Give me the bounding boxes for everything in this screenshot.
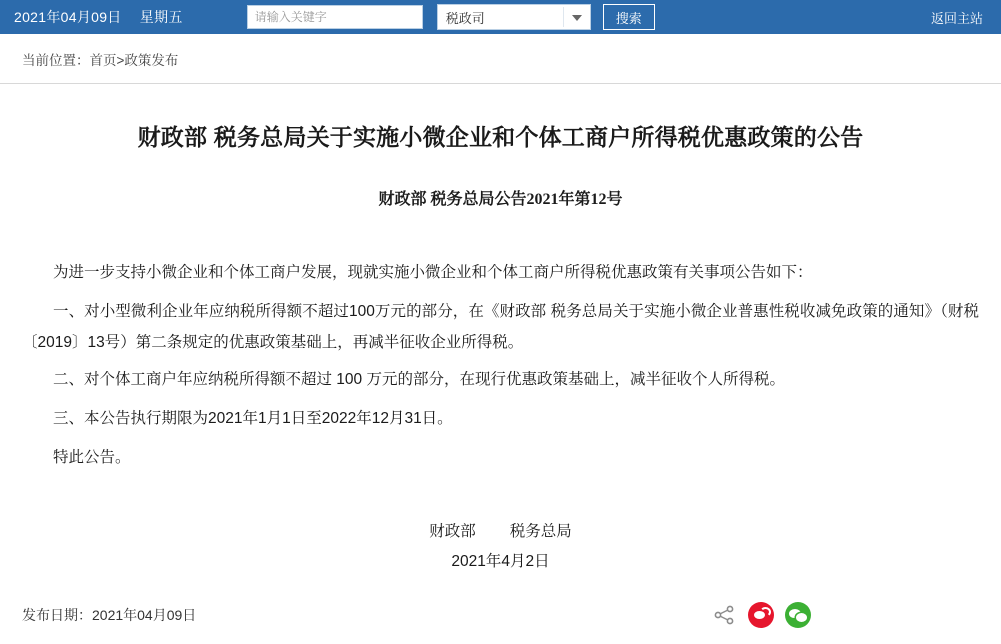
breadcrumb-separator: > <box>116 52 125 68</box>
share-node-icon[interactable] <box>711 602 737 628</box>
search-category-select[interactable] <box>437 4 591 30</box>
signature-orgs <box>22 517 979 547</box>
article-footer <box>22 600 979 630</box>
breadcrumb-item-home[interactable]: 首页 <box>89 52 117 68</box>
current-date-display <box>14 7 183 27</box>
article-paragraph: 一、对小型微利企业年应纳税所得额不超过100万元的部分，在《财政部 税务总局关于实施小微企业普惠性税收减免政策的通知》（财税〔2019〕13号）第二条规定的优惠政策基础上，再减半征收企业所得税。 <box>22 303 979 351</box>
publish-date <box>22 605 196 625</box>
signature-org-2: 税务总局 <box>509 523 572 540</box>
publish-date-value: 2021年04月09日 <box>92 607 197 623</box>
breadcrumb-item-current: 政策发布 <box>124 52 179 68</box>
article-paragraph: 二、对个体工商户年应纳税所得额不超过 100 万元的部分，在现行优惠政策基础上，减半征收个人所得税。 <box>53 371 785 388</box>
breadcrumb <box>22 49 178 69</box>
search-category-value: 税政司 <box>445 10 485 26</box>
date-text: 2021年04月09日 <box>14 9 122 25</box>
breadcrumb-bar <box>0 34 1001 84</box>
signature-date: 2021年4月2日 <box>451 553 550 570</box>
article-body <box>22 257 979 473</box>
page-content <box>0 84 1001 644</box>
search-input[interactable] <box>247 5 423 29</box>
article <box>22 84 979 577</box>
article-paragraph: 为进一步支持小微企业和个体工商户发展，现就实施小微企业和个体工商户所得税优惠政策有关事项公告如下： <box>53 264 813 281</box>
article-signature <box>22 517 979 577</box>
breadcrumb-prefix: 当前位置： <box>22 52 90 68</box>
chevron-down-icon <box>572 15 582 21</box>
signature-org-1: 财政部 <box>429 523 476 540</box>
page-title: 财政部 税务总局关于实施小微企业和个体工商户所得税优惠政策的公告 <box>137 124 864 150</box>
publish-date-label: 发布日期： <box>22 607 92 623</box>
top-bar <box>0 0 1001 34</box>
wechat-icon[interactable] <box>785 602 811 628</box>
weekday-text: 星期五 <box>139 9 183 25</box>
search-area <box>247 4 655 30</box>
search-button[interactable]: 搜索 <box>603 4 655 30</box>
share-bar <box>711 602 811 628</box>
back-to-main-site-link[interactable]: 返回主站 <box>930 10 983 26</box>
article-paragraph: 特此公告。 <box>53 449 131 466</box>
weibo-icon[interactable] <box>748 602 774 628</box>
select-divider <box>563 7 564 27</box>
document-number: 财政部 税务总局公告2021年第12号 <box>378 191 623 208</box>
article-paragraph: 三、本公告执行期限为2021年1月1日至2022年12月31日。 <box>53 410 453 427</box>
